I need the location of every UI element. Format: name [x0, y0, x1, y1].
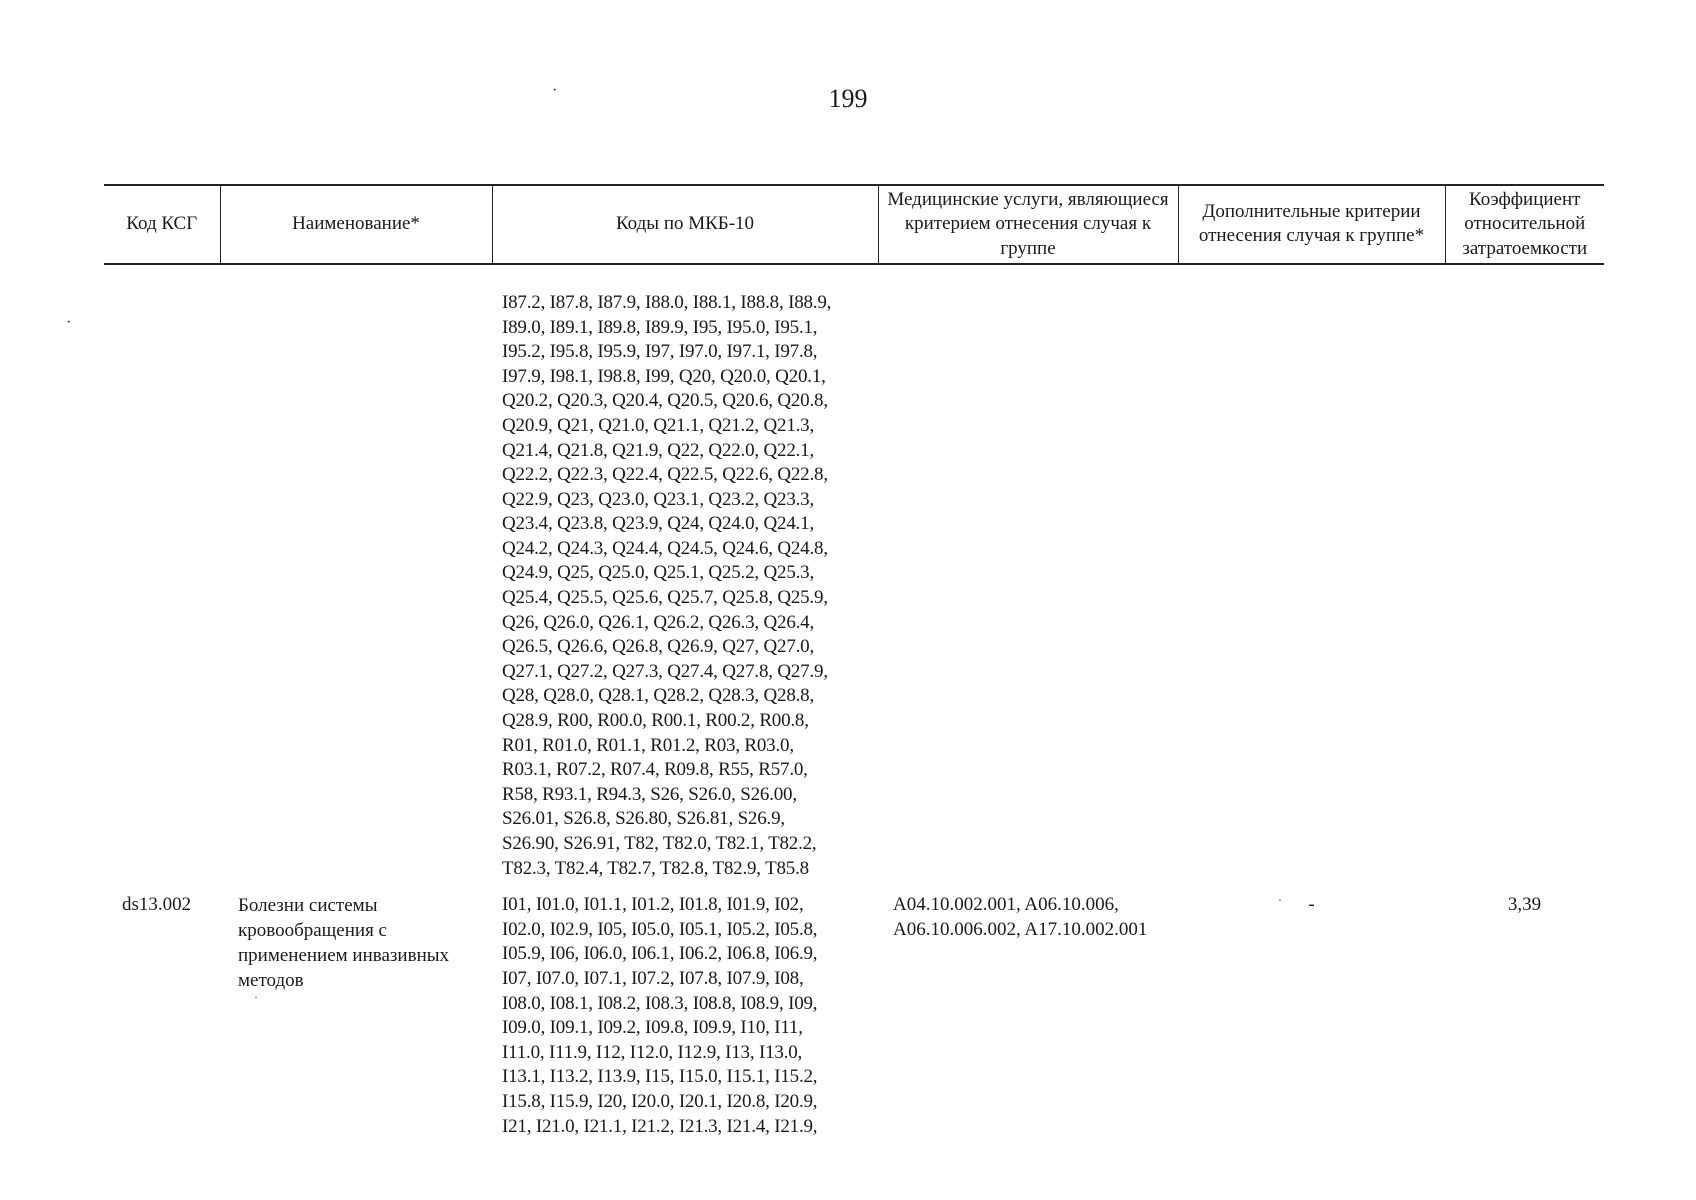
scan-speck: · [1278, 893, 1282, 907]
code-line: I11.0, I11.9, I12, I12.0, I12.9, I13, I13.0, [502, 1041, 803, 1063]
code-line: Q24.2, Q24.3, Q24.4, Q24.5, Q24.6, Q24.8, [502, 537, 828, 559]
scan-speck: · [66, 314, 72, 331]
header-ksg-code: Код КСГ [104, 185, 220, 264]
scan-speck: · [552, 82, 558, 99]
code-line: Q28.9, R00, R00.0, R00.1, R00.2, R00.8, [502, 710, 809, 732]
code-line: Q20.2, Q20.3, Q20.4, Q20.5, Q20.6, Q20.8, [502, 390, 828, 412]
continuation-codes-cell [492, 264, 878, 893]
code-line: Q26, Q26.0, Q26.1, Q26.2, Q26.3, Q26.4, [502, 611, 815, 633]
group-name-cell [220, 893, 492, 1139]
cell-empty [220, 264, 492, 893]
code-line: I07, I07.0, I07.1, I07.2, I07.8, I07.9, I08, [502, 967, 804, 989]
code-line: Q20.9, Q21, Q21.0, Q21.1, Q21.2, Q21.3, [502, 414, 815, 436]
code-line: Q22.2, Q22.3, Q22.4, Q22.5, Q22.6, Q22.8, [502, 464, 828, 486]
cell-empty [1178, 264, 1445, 893]
header-icd-codes: Коды по МКБ-10 [492, 185, 878, 264]
service-line: A06.10.006.002, A17.10.002.001 [893, 918, 1148, 940]
code-line: R58, R93.1, R94.3, S26, S26.0, S26.00, [502, 783, 797, 805]
code-line: Q28, Q28.0, Q28.1, Q28.2, Q28.3, Q28.8, [502, 685, 815, 707]
code-line: Q21.4, Q21.8, Q21.9, Q22, Q22.0, Q22.1, [502, 439, 815, 461]
group-name-line: методов [238, 970, 304, 992]
group-name-line: применением инвазивных [238, 945, 450, 967]
code-line: I87.2, I87.8, I87.9, I88.0, I88.1, I88.8, I88.9, [502, 291, 832, 313]
code-line: I01, I01.0, I01.1, I01.2, I01.8, I01.9, I02, [502, 894, 804, 916]
code-line: I13.1, I13.2, I13.9, I15, I15.0, I15.1, I15.2, [502, 1066, 818, 1088]
services-cell [878, 893, 1178, 1139]
code-line: I08.0, I08.1, I08.2, I08.3, I08.8, I08.9, I09, [502, 992, 818, 1014]
group-name-line: Болезни системы [238, 895, 378, 917]
coefficient-value: 3,39 [1507, 894, 1542, 916]
code-line: S26.90, S26.91, T82, T82.0, T82.1, T82.2, [502, 833, 817, 854]
table-row-ds13-002 [104, 893, 1604, 1139]
header-extra-criteria: Дополнительные критерии отнесения случая к группе* [1178, 185, 1445, 264]
code-line: I09.0, I09.1, I09.2, I09.8, I09.9, I10, I11, [502, 1017, 803, 1039]
code-line: Q22.9, Q23, Q23.0, Q23.1, Q23.2, Q23.3, [502, 488, 815, 510]
header-coefficient: Коэффициент относительной затратоемкости [1445, 185, 1604, 264]
code-line: I21, I21.0, I21.1, I21.2, I21.3, I21.4, I21.9, [502, 1115, 818, 1137]
ksg-table [104, 184, 1604, 1139]
code-line: I05.9, I06, I06.0, I06.1, I06.2, I06.8, I06.9, [502, 943, 818, 965]
code-line: Q27.1, Q27.2, Q27.3, Q27.4, Q27.8, Q27.9, [502, 660, 828, 682]
code-line: Q24.9, Q25, Q25.0, Q25.1, Q25.2, Q25.3, [502, 562, 815, 584]
code-line: I97.9, I98.1, I98.8, I99, Q20, Q20.0, Q20.1, [502, 365, 826, 387]
code-line: Q25.4, Q25.5, Q25.6, Q25.7, Q25.8, Q25.9, [502, 587, 828, 609]
table-row-continuation [104, 264, 1604, 893]
cell-empty [104, 264, 220, 893]
ksg-code: ds13.002 [122, 894, 192, 916]
code-line: I89.0, I89.1, I89.8, I89.9, I95, I95.0, I95.1, [502, 316, 818, 338]
page-number: 199 [828, 84, 868, 113]
code-line: R03.1, R07.2, R07.4, R09.8, R55, R57.0, [502, 759, 808, 781]
cell-empty [1445, 264, 1604, 893]
service-line: A04.10.002.001, A06.10.006, [893, 894, 1119, 916]
scan-speck: · [254, 990, 258, 1004]
cell-empty [878, 264, 1178, 893]
code-line: I02.0, I02.9, I05, I05.0, I05.1, I05.2, I05.8, [502, 918, 818, 940]
code-line: Q23.4, Q23.8, Q23.9, Q24, Q24.0, Q24.1, [502, 513, 815, 535]
code-line: I95.2, I95.8, I95.9, I97, I97.0, I97.1, I97.8, [502, 341, 818, 363]
code-line: I15.8, I15.9, I20, I20.0, I20.1, I20.8, I20.9, [502, 1090, 818, 1112]
code-line: Q26.5, Q26.6, Q26.8, Q26.9, Q27, Q27.0, [502, 636, 815, 658]
code-line: R01, R01.0, R01.1, R01.2, R03, R03.0, [502, 734, 794, 756]
header-services: Медицинские услуги, являющиеся критерием отнесения случая к группе [878, 185, 1178, 264]
icd-codes-cell [492, 893, 878, 1139]
code-line: S26.01, S26.8, S26.80, S26.81, S26.9, [502, 808, 785, 830]
table-header-row [104, 185, 1604, 264]
group-name-line: кровообращения с [238, 920, 387, 942]
extra-criteria: - [1308, 894, 1315, 916]
header-name: Наименование* [220, 185, 492, 264]
code-line: T82.3, T82.4, T82.7, T82.8, T82.9, T85.8 [502, 857, 809, 879]
